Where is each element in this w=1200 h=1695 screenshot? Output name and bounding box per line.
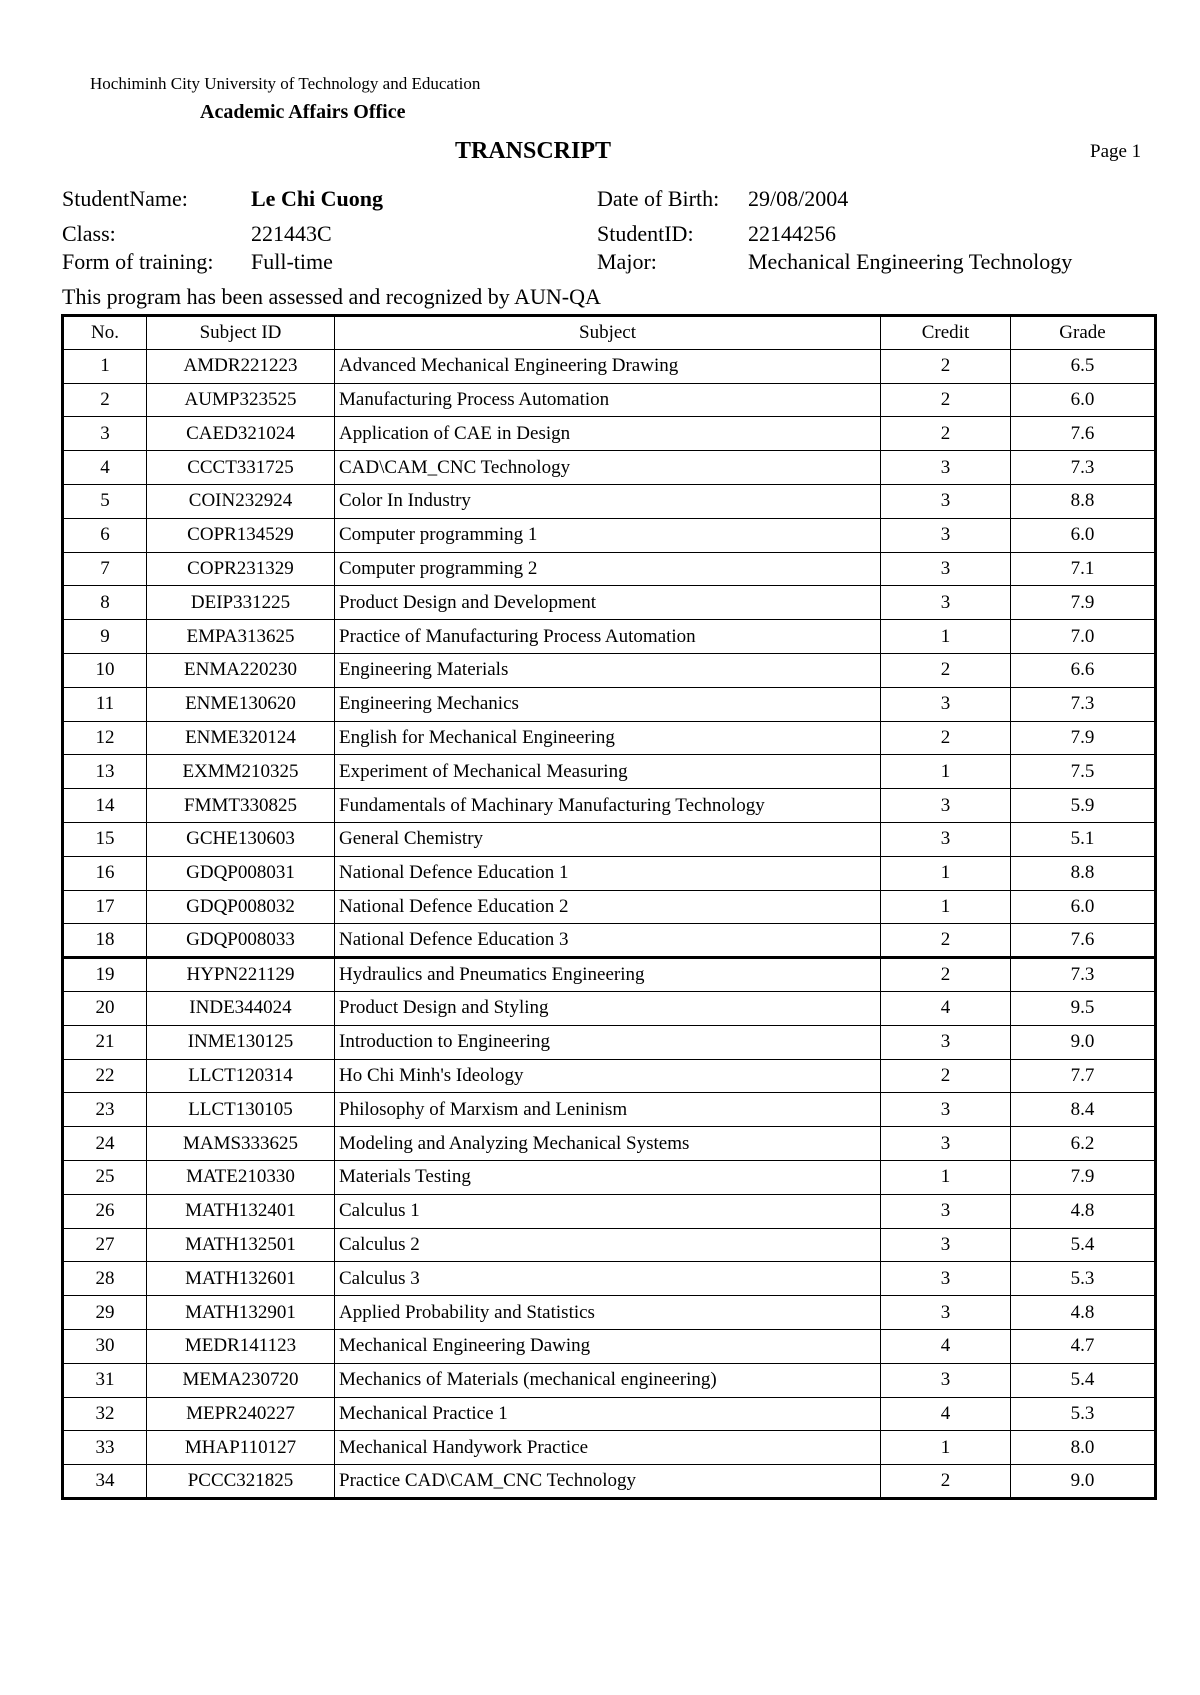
table-row [63, 822, 1156, 856]
cell-no: 20 [63, 991, 147, 1025]
cell-credit: 2 [881, 349, 1011, 383]
cell-subject-id: INDE344024 [147, 991, 335, 1025]
cell-credit: 4 [881, 1397, 1011, 1431]
cell-subject: Mechanical Practice 1 [335, 1397, 881, 1431]
table-row [63, 1228, 1156, 1262]
cell-subject: Application of CAE in Design [335, 417, 881, 451]
cell-grade: 4.7 [1011, 1329, 1156, 1363]
cell-credit: 3 [881, 451, 1011, 485]
office-name: Academic Affairs Office [200, 101, 406, 123]
cell-no: 14 [63, 789, 147, 823]
cell-subject: CAD\CAM_CNC Technology [335, 451, 881, 485]
cell-subject-id: CAED321024 [147, 417, 335, 451]
cell-grade: 6.0 [1011, 518, 1156, 552]
cell-subject: Calculus 1 [335, 1194, 881, 1228]
cell-subject-id: GCHE130603 [147, 822, 335, 856]
cell-subject-id: FMMT330825 [147, 789, 335, 823]
table-row [63, 586, 1156, 620]
cell-no: 4 [63, 451, 147, 485]
cell-credit: 3 [881, 1093, 1011, 1127]
cell-subject: Mechanical Engineering Dawing [335, 1329, 881, 1363]
cell-subject: Calculus 3 [335, 1262, 881, 1296]
table-row [63, 620, 1156, 654]
cell-grade: 6.5 [1011, 349, 1156, 383]
cell-subject-id: MATH132501 [147, 1228, 335, 1262]
cell-credit: 2 [881, 383, 1011, 417]
table-row [63, 1160, 1156, 1194]
cell-no: 28 [63, 1262, 147, 1296]
cell-no: 10 [63, 653, 147, 687]
cell-no: 6 [63, 518, 147, 552]
cell-credit: 3 [881, 1296, 1011, 1330]
table-row [63, 1397, 1156, 1431]
cell-subject-id: MHAP110127 [147, 1431, 335, 1465]
form-of-training-label: Form of training: [62, 249, 214, 274]
cell-subject-id: MAMS333625 [147, 1127, 335, 1161]
cell-credit: 2 [881, 417, 1011, 451]
cell-subject: Advanced Mechanical Engineering Drawing [335, 349, 881, 383]
cell-credit: 2 [881, 958, 1011, 992]
cell-credit: 1 [881, 755, 1011, 789]
col-header-grade: Grade [1011, 316, 1156, 350]
cell-grade: 7.3 [1011, 958, 1156, 992]
cell-subject: National Defence Education 1 [335, 856, 881, 890]
cell-no: 34 [63, 1465, 147, 1499]
cell-subject: Modeling and Analyzing Mechanical Systems [335, 1127, 881, 1161]
cell-subject-id: CCCT331725 [147, 451, 335, 485]
table-row [63, 721, 1156, 755]
cell-subject-id: MATH132601 [147, 1262, 335, 1296]
cell-subject-id: DEIP331225 [147, 586, 335, 620]
table-row [63, 451, 1156, 485]
cell-subject: Materials Testing [335, 1160, 881, 1194]
table-row [63, 383, 1156, 417]
cell-grade: 6.2 [1011, 1127, 1156, 1161]
table-row [63, 1059, 1156, 1093]
cell-subject: General Chemistry [335, 822, 881, 856]
class-value: 221443C [251, 221, 332, 246]
cell-subject-id: MATH132401 [147, 1194, 335, 1228]
cell-subject: Fundamentals of Machinary Manufacturing Technology [335, 789, 881, 823]
cell-grade: 9.0 [1011, 1465, 1156, 1499]
cell-no: 31 [63, 1363, 147, 1397]
cell-no: 9 [63, 620, 147, 654]
table-row [63, 1329, 1156, 1363]
table-row [63, 1127, 1156, 1161]
cell-subject: Ho Chi Minh's Ideology [335, 1059, 881, 1093]
cell-subject: Mechanics of Materials (mechanical engineering) [335, 1363, 881, 1397]
cell-grade: 7.6 [1011, 924, 1156, 958]
table-row [63, 958, 1156, 992]
student-name: Le Chi Cuong [251, 186, 384, 211]
cell-grade: 5.4 [1011, 1363, 1156, 1397]
table-row [63, 890, 1156, 924]
cell-subject: Product Design and Styling [335, 991, 881, 1025]
cell-credit: 4 [881, 991, 1011, 1025]
cell-no: 15 [63, 822, 147, 856]
cell-grade: 6.0 [1011, 890, 1156, 924]
cell-no: 8 [63, 586, 147, 620]
cell-subject: Engineering Materials [335, 653, 881, 687]
table-row [63, 1025, 1156, 1059]
cell-no: 24 [63, 1127, 147, 1161]
cell-credit: 2 [881, 721, 1011, 755]
cell-credit: 3 [881, 687, 1011, 721]
cell-grade: 9.0 [1011, 1025, 1156, 1059]
cell-no: 27 [63, 1228, 147, 1262]
cell-credit: 3 [881, 1262, 1011, 1296]
cell-subject: Practice of Manufacturing Process Automation [335, 620, 881, 654]
table-row [63, 1431, 1156, 1465]
cell-subject-id: GDQP008032 [147, 890, 335, 924]
col-header-credit: Credit [881, 316, 1011, 350]
cell-subject-id: MEDR141123 [147, 1329, 335, 1363]
table-row [63, 653, 1156, 687]
cell-subject-id: ENME320124 [147, 721, 335, 755]
cell-subject-id: INME130125 [147, 1025, 335, 1059]
col-header-subject: Subject [335, 316, 881, 350]
cell-credit: 1 [881, 620, 1011, 654]
cell-no: 7 [63, 552, 147, 586]
cell-no: 12 [63, 721, 147, 755]
table-row [63, 349, 1156, 383]
col-header-subject-id: Subject ID [147, 316, 335, 350]
cell-credit: 3 [881, 1127, 1011, 1161]
cell-credit: 3 [881, 789, 1011, 823]
table-row [63, 552, 1156, 586]
student-id-value: 22144256 [748, 221, 836, 246]
cell-grade: 7.9 [1011, 586, 1156, 620]
cell-credit: 3 [881, 586, 1011, 620]
table-row [63, 755, 1156, 789]
cell-credit: 2 [881, 924, 1011, 958]
cell-grade: 6.0 [1011, 383, 1156, 417]
cell-no: 16 [63, 856, 147, 890]
cell-no: 18 [63, 924, 147, 958]
major-label: Major: [597, 249, 657, 274]
cell-no: 22 [63, 1059, 147, 1093]
cell-credit: 1 [881, 890, 1011, 924]
cell-no: 19 [63, 958, 147, 992]
cell-no: 5 [63, 484, 147, 518]
table-header-row [63, 316, 1156, 350]
cell-grade: 8.8 [1011, 856, 1156, 890]
cell-grade: 8.0 [1011, 1431, 1156, 1465]
cell-no: 21 [63, 1025, 147, 1059]
cell-grade: 9.5 [1011, 991, 1156, 1025]
cell-subject-id: COPR134529 [147, 518, 335, 552]
cell-credit: 3 [881, 1363, 1011, 1397]
cell-subject-id: HYPN221129 [147, 958, 335, 992]
cell-subject: Practice CAD\CAM_CNC Technology [335, 1465, 881, 1499]
cell-no: 26 [63, 1194, 147, 1228]
cell-subject-id: MATH132901 [147, 1296, 335, 1330]
cell-credit: 3 [881, 1025, 1011, 1059]
cell-grade: 5.1 [1011, 822, 1156, 856]
table-row [63, 856, 1156, 890]
cell-subject: National Defence Education 2 [335, 890, 881, 924]
cell-grade: 5.4 [1011, 1228, 1156, 1262]
cell-subject: English for Mechanical Engineering [335, 721, 881, 755]
cell-credit: 1 [881, 1431, 1011, 1465]
table-row [63, 924, 1156, 958]
cell-subject-id: PCCC321825 [147, 1465, 335, 1499]
cell-subject: Introduction to Engineering [335, 1025, 881, 1059]
cell-grade: 6.6 [1011, 653, 1156, 687]
cell-grade: 8.4 [1011, 1093, 1156, 1127]
cell-subject-id: GDQP008031 [147, 856, 335, 890]
document-title: TRANSCRIPT [455, 138, 612, 164]
cell-credit: 3 [881, 1228, 1011, 1262]
cell-credit: 3 [881, 822, 1011, 856]
cell-no: 30 [63, 1329, 147, 1363]
transcript-table [61, 314, 1157, 1500]
cell-subject: Product Design and Development [335, 586, 881, 620]
cell-subject: Color In Industry [335, 484, 881, 518]
cell-grade: 8.8 [1011, 484, 1156, 518]
dob-label: Date of Birth: [597, 186, 720, 211]
cell-no: 23 [63, 1093, 147, 1127]
cell-no: 1 [63, 349, 147, 383]
cell-no: 3 [63, 417, 147, 451]
cell-grade: 5.9 [1011, 789, 1156, 823]
cell-subject: Engineering Mechanics [335, 687, 881, 721]
cell-subject-id: COPR231329 [147, 552, 335, 586]
cell-subject-id: MEMA230720 [147, 1363, 335, 1397]
cell-credit: 4 [881, 1329, 1011, 1363]
accreditation-note: This program has been assessed and recognized by AUN-QA [62, 284, 601, 309]
cell-subject-id: EMPA313625 [147, 620, 335, 654]
university-name: Hochiminh City University of Technology and Education [90, 74, 481, 93]
cell-subject-id: ENME130620 [147, 687, 335, 721]
major-value: Mechanical Engineering Technology [748, 249, 1073, 274]
cell-no: 17 [63, 890, 147, 924]
cell-credit: 1 [881, 856, 1011, 890]
cell-grade: 5.3 [1011, 1397, 1156, 1431]
dob-value: 29/08/2004 [748, 186, 849, 211]
cell-subject: Manufacturing Process Automation [335, 383, 881, 417]
table-row [63, 991, 1156, 1025]
cell-grade: 7.9 [1011, 1160, 1156, 1194]
table-row [63, 484, 1156, 518]
cell-subject-id: AUMP323525 [147, 383, 335, 417]
cell-subject: Experiment of Mechanical Measuring [335, 755, 881, 789]
cell-credit: 2 [881, 1059, 1011, 1093]
table-row [63, 417, 1156, 451]
student-name-label: StudentName: [62, 186, 188, 211]
cell-grade: 7.1 [1011, 552, 1156, 586]
cell-no: 25 [63, 1160, 147, 1194]
cell-subject: Computer programming 2 [335, 552, 881, 586]
cell-grade: 7.7 [1011, 1059, 1156, 1093]
cell-grade: 7.5 [1011, 755, 1156, 789]
cell-subject: Applied Probability and Statistics [335, 1296, 881, 1330]
cell-credit: 3 [881, 518, 1011, 552]
cell-subject: National Defence Education 3 [335, 924, 881, 958]
cell-credit: 3 [881, 484, 1011, 518]
cell-subject-id: COIN232924 [147, 484, 335, 518]
table-row [63, 1296, 1156, 1330]
cell-grade: 7.0 [1011, 620, 1156, 654]
form-of-training-value: Full-time [251, 249, 333, 274]
cell-credit: 2 [881, 653, 1011, 687]
cell-grade: 5.3 [1011, 1262, 1156, 1296]
page-number: Page 1 [1090, 141, 1142, 162]
table-row [63, 518, 1156, 552]
cell-grade: 7.6 [1011, 417, 1156, 451]
table-row [63, 1093, 1156, 1127]
cell-no: 13 [63, 755, 147, 789]
class-label: Class: [62, 221, 116, 246]
cell-grade: 7.3 [1011, 451, 1156, 485]
cell-credit: 1 [881, 1160, 1011, 1194]
cell-grade: 7.3 [1011, 687, 1156, 721]
cell-no: 33 [63, 1431, 147, 1465]
student-id-label: StudentID: [597, 221, 694, 246]
cell-grade: 4.8 [1011, 1194, 1156, 1228]
table-row [63, 1465, 1156, 1499]
cell-subject: Hydraulics and Pneumatics Engineering [335, 958, 881, 992]
cell-no: 2 [63, 383, 147, 417]
cell-no: 11 [63, 687, 147, 721]
cell-credit: 3 [881, 552, 1011, 586]
cell-subject-id: MATE210330 [147, 1160, 335, 1194]
cell-subject-id: EXMM210325 [147, 755, 335, 789]
cell-subject-id: AMDR221223 [147, 349, 335, 383]
cell-grade: 4.8 [1011, 1296, 1156, 1330]
table-row [63, 1262, 1156, 1296]
table-row [63, 687, 1156, 721]
cell-subject-id: GDQP008033 [147, 924, 335, 958]
cell-credit: 2 [881, 1465, 1011, 1499]
table-row [63, 789, 1156, 823]
table-row [63, 1363, 1156, 1397]
cell-grade: 7.9 [1011, 721, 1156, 755]
cell-subject: Calculus 2 [335, 1228, 881, 1262]
cell-subject-id: MEPR240227 [147, 1397, 335, 1431]
cell-subject: Mechanical Handywork Practice [335, 1431, 881, 1465]
cell-subject: Philosophy of Marxism and Leninism [335, 1093, 881, 1127]
cell-no: 32 [63, 1397, 147, 1431]
cell-subject: Computer programming 1 [335, 518, 881, 552]
cell-no: 29 [63, 1296, 147, 1330]
cell-subject-id: LLCT120314 [147, 1059, 335, 1093]
cell-subject-id: ENMA220230 [147, 653, 335, 687]
cell-subject-id: LLCT130105 [147, 1093, 335, 1127]
cell-credit: 3 [881, 1194, 1011, 1228]
col-header-no: No. [63, 316, 147, 350]
table-row [63, 1194, 1156, 1228]
